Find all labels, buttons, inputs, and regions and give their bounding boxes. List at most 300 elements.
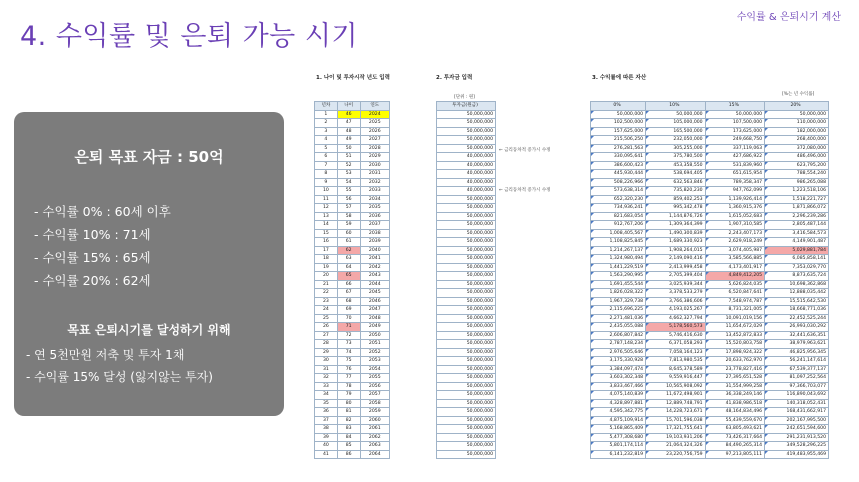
row-cell: 16 (315, 238, 338, 247)
row-cell: 76 (337, 365, 360, 374)
table-row (315, 212, 390, 221)
row-cell: 40,000,000 (437, 153, 496, 162)
table-row (315, 161, 390, 170)
row-cell: 1,360,915,376 (705, 204, 765, 213)
formula-marker-icon (706, 221, 709, 224)
row-cell: 2035 (360, 204, 389, 213)
row-cell: 3,175,330,928 (591, 357, 646, 366)
table-row (591, 331, 829, 340)
row-cell: 5,626,824,035 (705, 280, 765, 289)
row-cell: 26 (315, 323, 338, 332)
formula-marker-icon (591, 366, 594, 369)
formula-marker-icon (646, 451, 649, 454)
row-cell: 10,565,908,092 (646, 382, 706, 391)
row-cell: 50,000,000 (591, 110, 646, 119)
row-cell: 1,008,405,567 (591, 229, 646, 238)
formula-marker-icon (765, 187, 768, 190)
row-cell: 1,871,866,072 (765, 204, 829, 213)
formula-marker-icon (646, 230, 649, 233)
row-cell: 3,603,302,348 (591, 374, 646, 383)
row-cell: 75 (337, 357, 360, 366)
formula-marker-icon (765, 374, 768, 377)
row-cell: 50,000,000 (437, 110, 496, 119)
section-2-title: 2. 투자금 입력 (436, 75, 473, 81)
table-row (591, 374, 829, 383)
formula-marker-icon (646, 366, 649, 369)
row-cell: 995,342,478 (646, 204, 706, 213)
row-cell: 46,825,956,345 (765, 348, 829, 357)
formula-marker-icon (591, 425, 594, 428)
row-cell: 11,654,672,029 (705, 323, 765, 332)
row-cell: 2024 (360, 110, 389, 119)
row-cell: 276,281,563 (591, 144, 646, 153)
formula-marker-icon (591, 136, 594, 139)
row-cell: 50,000,000 (646, 110, 706, 119)
table-row (315, 204, 390, 213)
table-row (315, 246, 390, 255)
formula-marker-icon (591, 238, 594, 241)
table-row (315, 306, 390, 315)
formula-marker-icon (646, 323, 649, 326)
row-cell: 5 (315, 144, 338, 153)
row-cell: 50,000,000 (437, 221, 496, 230)
table-row (437, 153, 496, 162)
formula-marker-icon (646, 383, 649, 386)
row-cell: 11,672,498,901 (646, 391, 706, 400)
table-row (437, 144, 496, 153)
row-cell: 6,520,847,641 (705, 289, 765, 298)
row-cell: 12,888,035,442 (765, 289, 829, 298)
table-row (315, 340, 390, 349)
formula-marker-icon (765, 145, 768, 148)
header-row (591, 102, 829, 111)
row-cell: 242,651,594,600 (765, 425, 829, 434)
row-cell: 2027 (360, 136, 389, 145)
formula-marker-icon (591, 187, 594, 190)
table-row (437, 382, 496, 391)
age-year-table (314, 101, 390, 459)
row-cell: 27 (315, 331, 338, 340)
row-cell: 173,625,000 (705, 127, 765, 136)
formula-marker-icon (706, 119, 709, 122)
row-cell: 70 (337, 314, 360, 323)
row-cell: 36 (315, 408, 338, 417)
table-row (315, 357, 390, 366)
formula-marker-icon (646, 153, 649, 156)
row-cell: 2,243,407,173 (705, 229, 765, 238)
formula-marker-icon (591, 221, 594, 224)
row-cell: 375,780,500 (646, 153, 706, 162)
row-cell: 8,873,635,724 (765, 272, 829, 281)
row-cell: 50,000,000 (437, 433, 496, 442)
row-cell: 3,384,097,474 (591, 365, 646, 374)
row-cell: 27,395,651,528 (705, 374, 765, 383)
formula-marker-icon (706, 374, 709, 377)
row-cell: 63,805,493,621 (705, 425, 765, 434)
row-cell: 9 (315, 178, 338, 187)
row-cell: 19 (315, 263, 338, 272)
table-row (315, 153, 390, 162)
row-cell: 1,826,028,322 (591, 289, 646, 298)
formula-marker-icon (765, 298, 768, 301)
formula-marker-icon (591, 247, 594, 250)
table-row (437, 306, 496, 315)
formula-marker-icon (646, 425, 649, 428)
row-cell: 788,554,240 (765, 170, 829, 179)
row-cell: 531,839,960 (705, 161, 765, 170)
row-cell: 538,694,405 (646, 170, 706, 179)
row-cell: 21 (315, 280, 338, 289)
row-cell: 17,898,924,322 (705, 348, 765, 357)
table-row (591, 340, 829, 349)
header-cell: 년차 (315, 102, 338, 111)
row-cell: 2045 (360, 289, 389, 298)
table-row (437, 323, 496, 332)
formula-marker-icon (591, 408, 594, 411)
table-row (591, 161, 829, 170)
table-row (315, 119, 390, 128)
table-row (591, 365, 829, 374)
row-cell: 21,064,324,326 (646, 442, 706, 451)
formula-marker-icon (765, 196, 768, 199)
row-cell: 78 (337, 382, 360, 391)
row-cell: 215,506,250 (591, 136, 646, 145)
row-cell: 623,795,200 (765, 161, 829, 170)
formula-marker-icon (765, 323, 768, 326)
formula-marker-icon (706, 255, 709, 258)
row-cell: 84 (337, 433, 360, 442)
row-cell: 5,029,881,784 (765, 246, 829, 255)
row-cell: 2,705,399,404 (646, 272, 706, 281)
row-cell: 50,000,000 (437, 365, 496, 374)
row-cell: 2064 (360, 450, 389, 459)
formula-marker-icon (765, 408, 768, 411)
formula-marker-icon (646, 289, 649, 292)
row-cell: 17 (315, 246, 338, 255)
row-cell: 5,746,416,630 (646, 331, 706, 340)
formula-marker-icon (591, 349, 594, 352)
row-cell: 249,668,750 (705, 136, 765, 145)
section-1-title: 1. 나이 및 투자시작 년도 입력 (316, 75, 390, 81)
row-cell: 11 (315, 195, 338, 204)
row-cell: 40 (315, 442, 338, 451)
row-cell: 97,213,805,111 (705, 450, 765, 459)
formula-marker-icon (765, 213, 768, 216)
header-row (437, 102, 496, 111)
table-row (591, 323, 829, 332)
row-cell: 372,080,000 (765, 144, 829, 153)
formula-marker-icon (646, 170, 649, 173)
formula-marker-icon (646, 400, 649, 403)
row-cell: 65 (337, 272, 360, 281)
row-cell: 18,668,771,036 (765, 306, 829, 315)
row-cell: 2030 (360, 161, 389, 170)
row-cell: 68 (337, 297, 360, 306)
row-cell: 50,000,000 (437, 204, 496, 213)
table-row (315, 289, 390, 298)
formula-marker-icon (591, 196, 594, 199)
goal-text: 은퇴 목표 자금 : 50억 (74, 148, 224, 166)
row-cell: 427,686,922 (705, 153, 765, 162)
row-cell: 2060 (360, 416, 389, 425)
row-cell: 4,595,342,775 (591, 408, 646, 417)
row-cell: 2032 (360, 178, 389, 187)
formula-marker-icon (591, 434, 594, 437)
formula-marker-icon (765, 306, 768, 309)
formula-marker-icon (765, 366, 768, 369)
row-cell: 63 (337, 255, 360, 264)
row-cell: 573,638,314 (591, 187, 646, 196)
row-cell: 2,976,505,646 (591, 348, 646, 357)
row-cell: 1,907,310,585 (705, 221, 765, 230)
row-cell: 50,000,000 (437, 238, 496, 247)
table-row (437, 221, 496, 230)
row-cell: 453,358,550 (646, 161, 706, 170)
row-cell: 84,490,265,314 (705, 442, 765, 451)
row-cell: 1,563,290,995 (591, 272, 646, 281)
table-row (315, 348, 390, 357)
formula-marker-icon (765, 315, 768, 318)
row-cell: 4,849,412,205 (705, 272, 765, 281)
table-row (437, 229, 496, 238)
table-row (591, 136, 829, 145)
row-cell: 789,358,347 (705, 178, 765, 187)
row-cell: 6,371,058,293 (646, 340, 706, 349)
row-cell: 7,548,974,787 (705, 297, 765, 306)
table-row (315, 136, 390, 145)
row-cell: 4,075,140,839 (591, 391, 646, 400)
table-row (591, 229, 829, 238)
formula-marker-icon (646, 442, 649, 445)
row-cell: 50,000,000 (437, 144, 496, 153)
rate-list (34, 200, 171, 292)
row-cell: 3,833,467,466 (591, 382, 646, 391)
formula-marker-icon (591, 383, 594, 386)
row-cell: 31,554,999,258 (705, 382, 765, 391)
row-cell: 60 (337, 229, 360, 238)
row-cell: 38,979,963,621 (765, 340, 829, 349)
formula-marker-icon (646, 315, 649, 318)
row-cell: 50,000,000 (437, 280, 496, 289)
row-cell: 7 (315, 161, 338, 170)
formula-marker-icon (706, 357, 709, 360)
row-cell: 4 (315, 136, 338, 145)
row-cell: 50,000,000 (437, 416, 496, 425)
formula-marker-icon (765, 383, 768, 386)
formula-marker-icon (591, 111, 594, 114)
table-row (591, 170, 829, 179)
row-cell: 232,050,000 (646, 136, 706, 145)
table-row (591, 442, 829, 451)
formula-marker-icon (765, 264, 768, 267)
formula-marker-icon (646, 238, 649, 241)
plan-item: - 연 5천만원 저축 및 투자 1채 (26, 348, 185, 362)
row-cell: 2046 (360, 297, 389, 306)
row-cell: 1,223,518,106 (765, 187, 829, 196)
table-row (315, 323, 390, 332)
row-cell: 8,645,378,589 (646, 365, 706, 374)
table-row (315, 255, 390, 264)
row-cell: 202,167,995,500 (765, 416, 829, 425)
row-cell: 6,085,858,141 (765, 255, 829, 264)
formula-marker-icon (765, 162, 768, 165)
row-cell: 2049 (360, 323, 389, 332)
table-row (315, 221, 390, 230)
table-row (315, 297, 390, 306)
formula-marker-icon (765, 349, 768, 352)
row-cell: 50,000,000 (437, 442, 496, 451)
row-cell: 2037 (360, 221, 389, 230)
table-row (591, 119, 829, 128)
table-row (437, 340, 496, 349)
formula-marker-icon (706, 238, 709, 241)
row-cell: 2,115,696,225 (591, 306, 646, 315)
header-tag: 수익률 & 은퇴시기 계산 (736, 12, 841, 23)
row-cell: 85 (337, 442, 360, 451)
row-cell: 2,413,999,458 (646, 263, 706, 272)
row-cell: 40,000,000 (437, 187, 496, 196)
formula-marker-icon (646, 255, 649, 258)
row-cell: 50,000,000 (437, 331, 496, 340)
row-cell: 67,539,377,137 (765, 365, 829, 374)
formula-marker-icon (646, 349, 649, 352)
row-cell: 67 (337, 289, 360, 298)
row-cell: 69 (337, 306, 360, 315)
table-row (591, 399, 829, 408)
formula-marker-icon (646, 408, 649, 411)
row-cell: 32 (315, 374, 338, 383)
table-row (437, 297, 496, 306)
row-cell: 3,025,939,344 (646, 280, 706, 289)
row-cell: 349,528,296,225 (765, 442, 829, 451)
row-cell: 50,000,000 (437, 323, 496, 332)
row-cell: 5,477,308,680 (591, 433, 646, 442)
row-cell: 3,585,566,885 (705, 255, 765, 264)
formula-marker-icon (765, 238, 768, 241)
formula-marker-icon (706, 434, 709, 437)
formula-marker-icon (765, 357, 768, 360)
formula-marker-icon (765, 111, 768, 114)
formula-marker-icon (706, 128, 709, 131)
table-row (315, 399, 390, 408)
table-row (591, 391, 829, 400)
table-row (437, 289, 496, 298)
row-cell: 37 (315, 416, 338, 425)
row-cell: 53 (337, 170, 360, 179)
table-row (591, 357, 829, 366)
formula-marker-icon (646, 357, 649, 360)
table-row (315, 144, 390, 153)
row-cell: 82 (337, 416, 360, 425)
table-row (315, 170, 390, 179)
row-cell: 31 (315, 365, 338, 374)
row-cell: 1,144,876,726 (646, 212, 706, 221)
row-cell: 10,091,019,156 (705, 314, 765, 323)
row-cell: 632,563,846 (646, 178, 706, 187)
formula-marker-icon (765, 170, 768, 173)
row-cell: 50,000,000 (437, 255, 496, 264)
row-cell: 50 (337, 144, 360, 153)
formula-marker-icon (591, 145, 594, 148)
formula-marker-icon (706, 170, 709, 173)
section-3-title: 3. 수익률에 따른 자산 (592, 75, 647, 81)
formula-marker-icon (706, 179, 709, 182)
row-cell: 6,141,232,819 (591, 450, 646, 459)
header-cell: 0% (591, 102, 646, 111)
row-cell: 1,615,052,683 (705, 212, 765, 221)
row-cell: 5,168,865,409 (591, 425, 646, 434)
row-cell: 182,000,000 (765, 127, 829, 136)
row-cell: 22,452,525,244 (765, 314, 829, 323)
rate-item: - 수익률 10% : 71세 (34, 227, 151, 242)
formula-marker-icon (591, 357, 594, 360)
formula-marker-icon (591, 315, 594, 318)
row-cell: 1,967,329,738 (591, 297, 646, 306)
formula-marker-icon (591, 289, 594, 292)
formula-marker-icon (765, 153, 768, 156)
row-cell: 2029 (360, 153, 389, 162)
row-cell: 734,936,241 (591, 204, 646, 213)
table-row (437, 391, 496, 400)
rate-item: - 수익률 15% : 65세 (34, 250, 151, 265)
row-cell: 50,000,000 (437, 119, 496, 128)
formula-marker-icon (591, 170, 594, 173)
row-cell: 71 (337, 323, 360, 332)
row-cell: 19,103,931,206 (646, 433, 706, 442)
formula-marker-icon (765, 400, 768, 403)
row-cell: 2059 (360, 408, 389, 417)
row-cell: 2039 (360, 238, 389, 247)
row-cell: 23 (315, 297, 338, 306)
row-cell: 168,431,662,917 (765, 408, 829, 417)
formula-marker-icon (706, 136, 709, 139)
row-cell: 54 (337, 178, 360, 187)
row-cell: 23,778,827,416 (705, 365, 765, 374)
row-cell: 50,000,000 (437, 450, 496, 459)
row-cell: 50,000,000 (437, 348, 496, 357)
plan-list (26, 344, 213, 388)
row-cell: 50,000,000 (437, 340, 496, 349)
table-row (315, 263, 390, 272)
table-row (315, 272, 390, 281)
row-cell: 28 (315, 340, 338, 349)
row-cell: 50,000,000 (437, 127, 496, 136)
table-row (437, 442, 496, 451)
row-cell: 486,496,000 (765, 153, 829, 162)
row-cell: 2055 (360, 374, 389, 383)
row-cell: 2,271,481,036 (591, 314, 646, 323)
row-cell: 7,058,164,123 (646, 348, 706, 357)
row-cell: 38 (315, 425, 338, 434)
row-cell: 2043 (360, 272, 389, 281)
table-row (315, 416, 390, 425)
row-cell: 50,000,000 (437, 195, 496, 204)
table-row (591, 272, 829, 281)
row-cell: 2058 (360, 399, 389, 408)
row-cell: 50,000,000 (765, 110, 829, 119)
table-row (591, 306, 829, 315)
table-row (591, 187, 829, 196)
row-cell: 859,402,253 (646, 195, 706, 204)
formula-marker-icon (591, 323, 594, 326)
row-cell: 50,000,000 (437, 425, 496, 434)
row-cell: 2031 (360, 170, 389, 179)
row-cell: 73,426,317,664 (705, 433, 765, 442)
table-row (315, 374, 390, 383)
row-cell: 50,000,000 (437, 272, 496, 281)
formula-marker-icon (765, 255, 768, 258)
row-cell: 508,226,966 (591, 178, 646, 187)
